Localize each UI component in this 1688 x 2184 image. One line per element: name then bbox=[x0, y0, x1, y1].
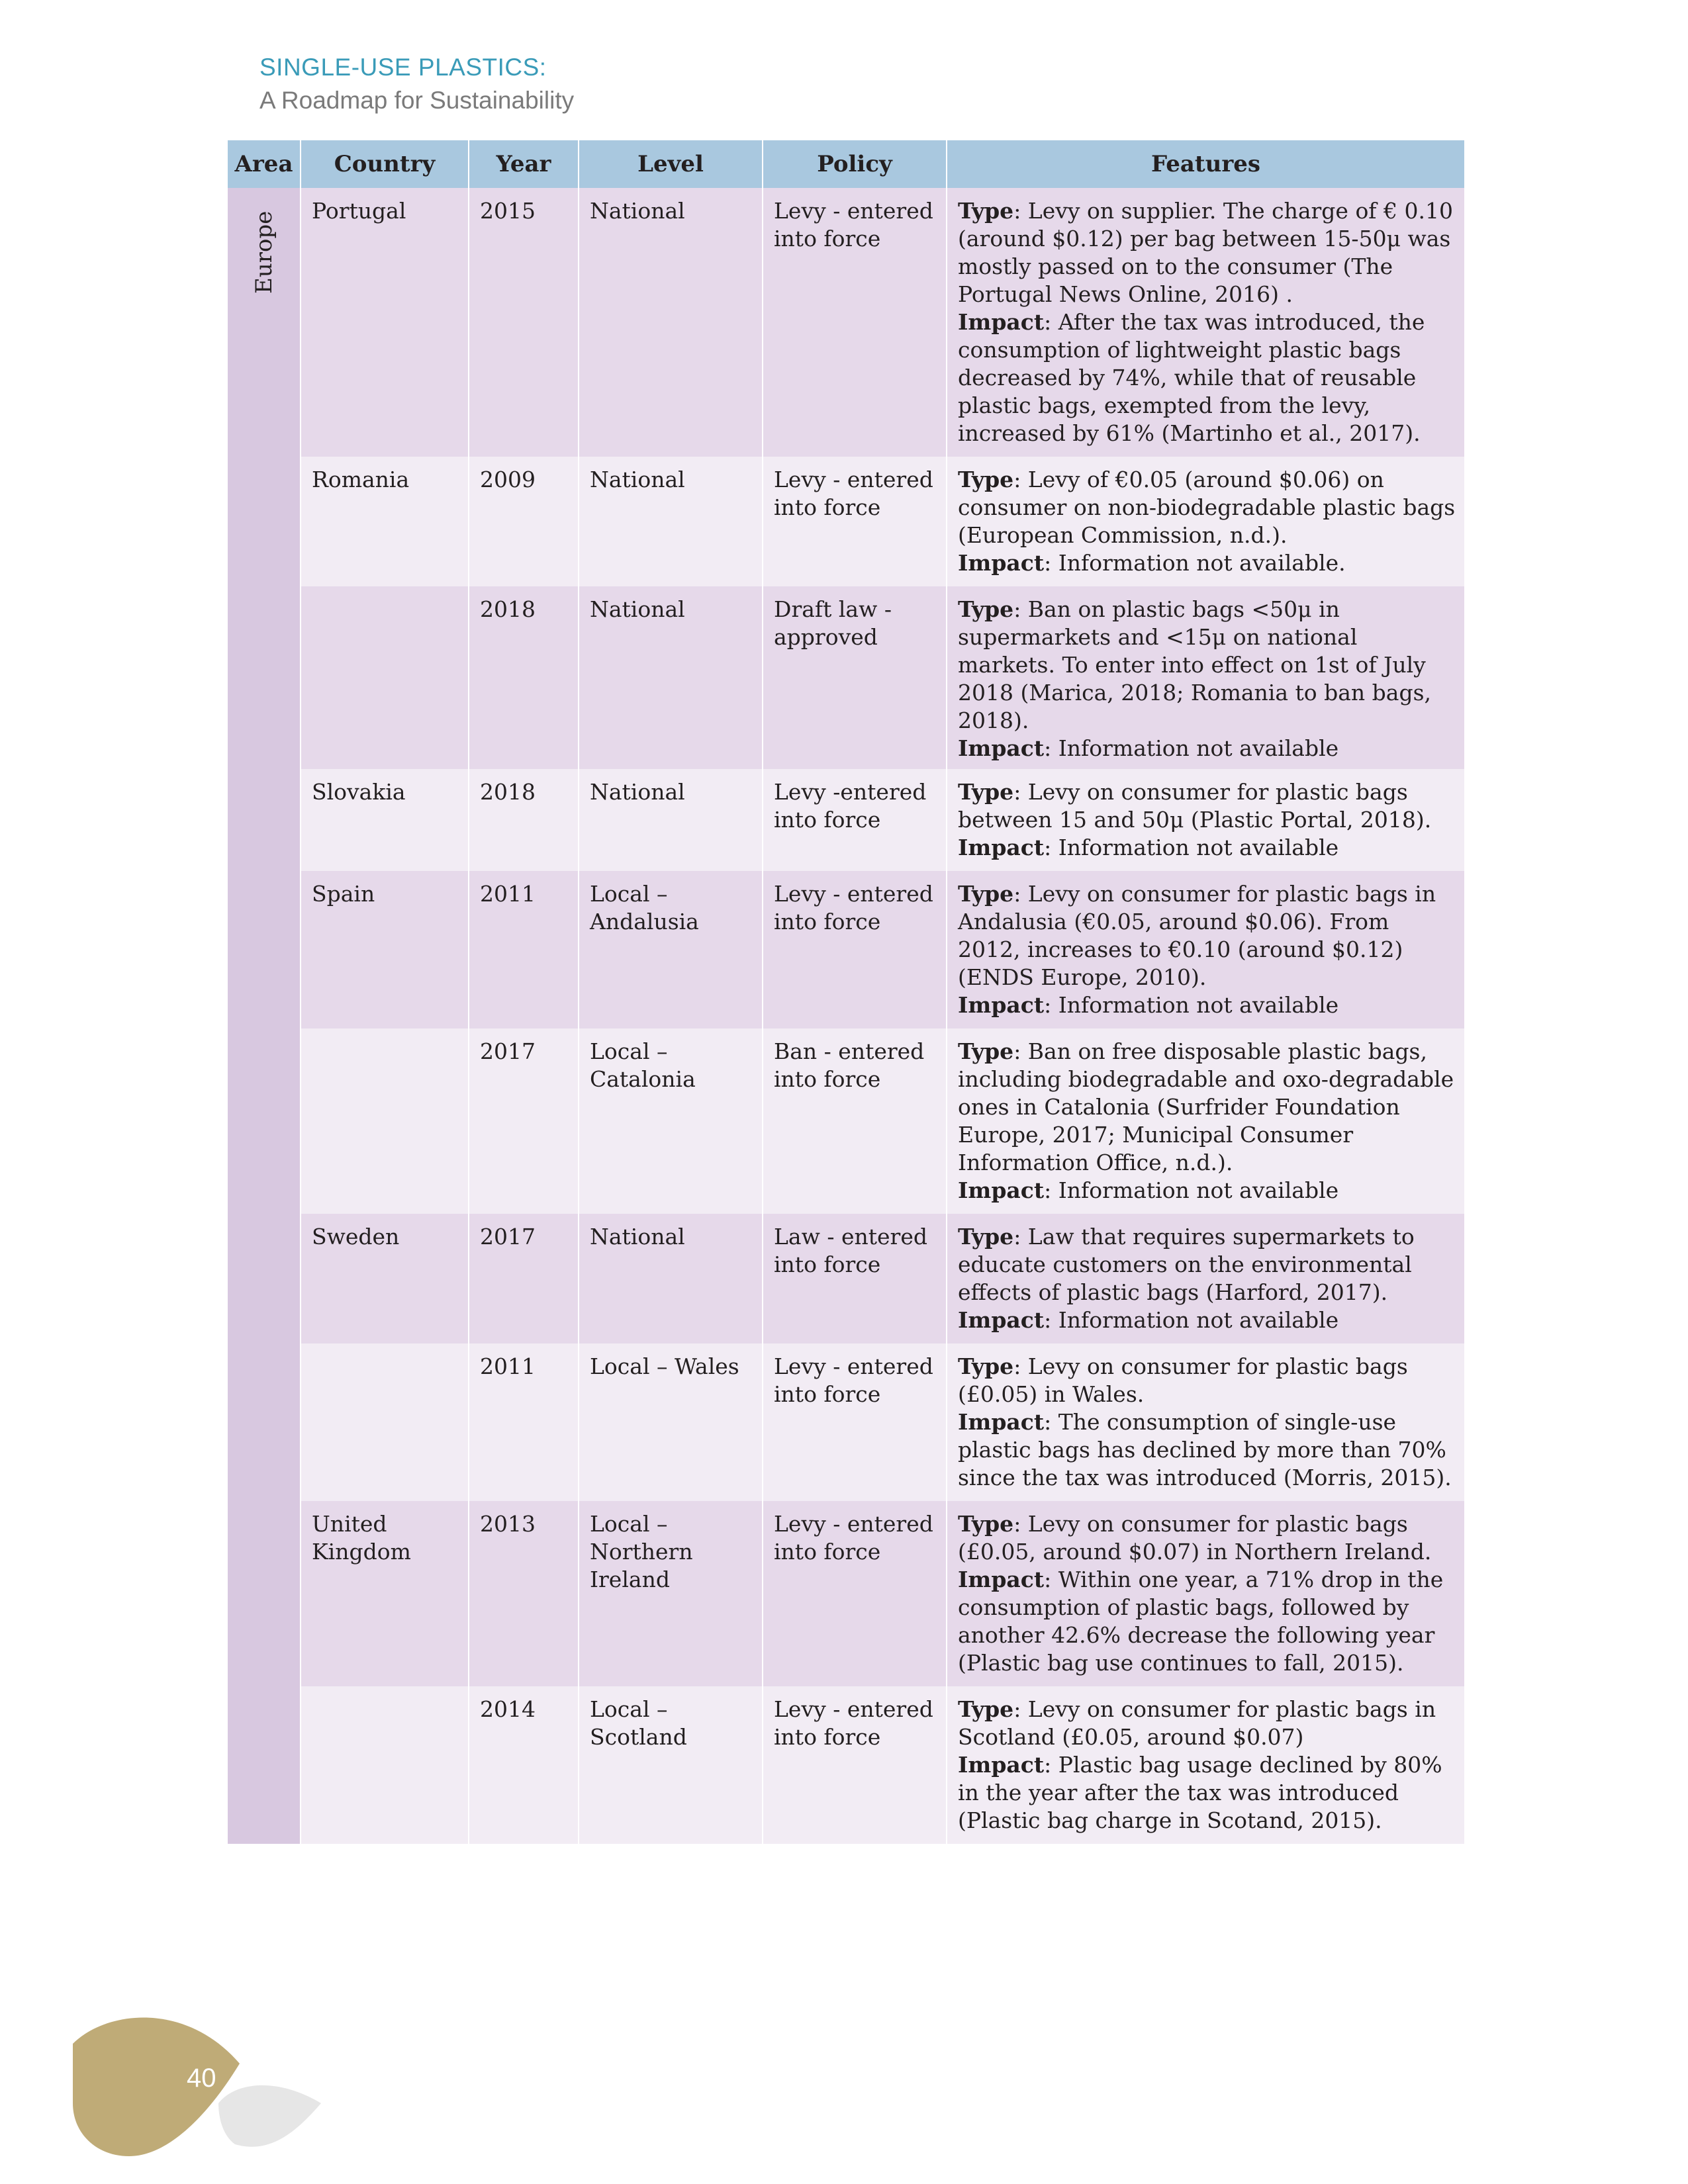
type-text: : Levy on consumer for plastic bags in Andalusia (€0.05, around $0.06). From 2012, increases to €0.10 (around $0.12) (ENDS Europe, 2010). bbox=[958, 881, 1436, 990]
impact-label: Impact bbox=[958, 992, 1045, 1018]
area-label: Europe bbox=[250, 210, 277, 294]
policy-table bbox=[228, 140, 1464, 1844]
grey-leaf-shape bbox=[218, 2085, 321, 2147]
type-label: Type bbox=[958, 467, 1014, 492]
type-label: Type bbox=[958, 881, 1014, 907]
country-cell: Romania bbox=[301, 457, 469, 586]
policy-cell: Levy - entered into force bbox=[763, 188, 947, 457]
impact-label: Impact bbox=[958, 735, 1045, 761]
impact-label: Impact bbox=[958, 1752, 1045, 1778]
type-text: : Levy on supplier. The charge of € 0.10 (around $0.12) per bag between 15-50μ was mostly passed on to the consumer (The Portugal News Online, 2016) . bbox=[958, 198, 1453, 307]
country-cell bbox=[301, 1028, 469, 1214]
policy-cell: Levy - entered into force bbox=[763, 1501, 947, 1686]
year-cell: 2017 bbox=[469, 1028, 579, 1214]
year-cell: 2018 bbox=[469, 586, 579, 769]
impact-text: : Information not available bbox=[1044, 735, 1339, 761]
type-text: : Law that requires supermarkets to educate customers on the environmental effects of plastic bags (Harford, 2017). bbox=[958, 1224, 1415, 1305]
policy-cell: Levy -entered into force bbox=[763, 769, 947, 871]
page-number: 40 bbox=[187, 2064, 216, 2093]
year-cell: 2015 bbox=[469, 188, 579, 457]
impact-label: Impact bbox=[958, 1567, 1045, 1592]
year-cell: 2011 bbox=[469, 871, 579, 1028]
country-cell: Sweden bbox=[301, 1214, 469, 1343]
type-text: : Ban on free disposable plastic bags, including biodegradable and oxo-degradable ones in Catalonia (Surfrider Foundation Europe, 2017; Municipal Consumer Information Office, n.d.). bbox=[958, 1038, 1454, 1175]
features-cell bbox=[947, 769, 1464, 871]
year-cell: 2009 bbox=[469, 457, 579, 586]
table-row bbox=[228, 1028, 1464, 1214]
table-row bbox=[228, 871, 1464, 1028]
impact-text: : The consumption of single-use plastic bags has declined by more than 70% since the tax was introduced (Morris, 2015). bbox=[958, 1409, 1452, 1490]
impact-text: : Information not available. bbox=[1044, 550, 1346, 576]
impact-label: Impact bbox=[958, 835, 1045, 860]
features-cell bbox=[947, 586, 1464, 769]
features-cell bbox=[947, 871, 1464, 1028]
policy-cell: Ban - entered into force bbox=[763, 1028, 947, 1214]
features-cell bbox=[947, 188, 1464, 457]
features-cell bbox=[947, 1501, 1464, 1686]
type-label: Type bbox=[958, 1224, 1014, 1250]
table-row bbox=[228, 586, 1464, 769]
country-cell: Spain bbox=[301, 871, 469, 1028]
level-cell: National bbox=[579, 188, 763, 457]
type-text: : Levy on consumer for plastic bags (£0.05) in Wales. bbox=[958, 1353, 1408, 1407]
type-label: Type bbox=[958, 779, 1014, 805]
features-cell bbox=[947, 1343, 1464, 1501]
document-subtitle: A Roadmap for Sustainability bbox=[259, 87, 575, 114]
type-label: Type bbox=[958, 1511, 1014, 1537]
col-header-country: Country bbox=[301, 140, 469, 188]
level-cell: Local – Andalusia bbox=[579, 871, 763, 1028]
table-row bbox=[228, 457, 1464, 586]
impact-text: : Information not available bbox=[1044, 835, 1339, 860]
impact-text: : After the tax was introduced, the consumption of lightweight plastic bags decreased by 74%, while that of reusable plastic bags, exempted from the levy, increased by 61% (Martinho et al., 2017). bbox=[958, 309, 1425, 446]
level-cell: National bbox=[579, 769, 763, 871]
impact-label: Impact bbox=[958, 1177, 1045, 1203]
impact-text: : Plastic bag usage declined by 80% in the year after the tax was introduced (Plastic bag charge in Scotand, 2015). bbox=[958, 1752, 1442, 1833]
col-header-policy: Policy bbox=[763, 140, 947, 188]
level-cell: National bbox=[579, 1214, 763, 1343]
year-cell: 2018 bbox=[469, 769, 579, 871]
year-cell: 2013 bbox=[469, 1501, 579, 1686]
country-cell bbox=[301, 1343, 469, 1501]
type-label: Type bbox=[958, 596, 1014, 622]
impact-label: Impact bbox=[958, 1307, 1045, 1333]
type-label: Type bbox=[958, 1353, 1014, 1379]
table-row bbox=[228, 188, 1464, 457]
policy-cell: Law - entered into force bbox=[763, 1214, 947, 1343]
policy-cell: Levy - entered into force bbox=[763, 457, 947, 586]
table-row bbox=[228, 1686, 1464, 1844]
table-row bbox=[228, 1214, 1464, 1343]
impact-text: : Information not available bbox=[1044, 1177, 1339, 1203]
type-text: : Levy of €0.05 (around $0.06) on consumer on non-biodegradable plastic bags (European Commission, n.d.). bbox=[958, 467, 1456, 548]
impact-label: Impact bbox=[958, 309, 1045, 335]
policy-cell: Levy - entered into force bbox=[763, 1343, 947, 1501]
features-cell bbox=[947, 1028, 1464, 1214]
type-text: : Levy on consumer for plastic bags between 15 and 50μ (Plastic Portal, 2018). bbox=[958, 779, 1432, 833]
policy-cell: Levy - entered into force bbox=[763, 871, 947, 1028]
impact-text: : Information not available bbox=[1044, 992, 1339, 1018]
year-cell: 2017 bbox=[469, 1214, 579, 1343]
country-cell bbox=[301, 1686, 469, 1844]
level-cell: Local – Scotland bbox=[579, 1686, 763, 1844]
table-row bbox=[228, 1501, 1464, 1686]
country-cell: Slovakia bbox=[301, 769, 469, 871]
country-cell: United Kingdom bbox=[301, 1501, 469, 1686]
page-header bbox=[259, 52, 574, 118]
col-header-features: Features bbox=[947, 140, 1464, 188]
features-cell bbox=[947, 1686, 1464, 1844]
impact-text: : Information not available bbox=[1044, 1307, 1339, 1333]
policy-cell: Levy - entered into force bbox=[763, 1686, 947, 1844]
table-row bbox=[228, 769, 1464, 871]
year-cell: 2014 bbox=[469, 1686, 579, 1844]
type-label: Type bbox=[958, 1696, 1014, 1722]
table-header-row bbox=[228, 140, 1464, 188]
col-header-level: Level bbox=[579, 140, 763, 188]
level-cell: Local – Northern Ireland bbox=[579, 1501, 763, 1686]
level-cell: National bbox=[579, 586, 763, 769]
impact-label: Impact bbox=[958, 550, 1045, 576]
year-cell: 2011 bbox=[469, 1343, 579, 1501]
table-row bbox=[228, 1343, 1464, 1501]
level-cell: National bbox=[579, 457, 763, 586]
type-text: : Ban on plastic bags <50μ in supermarkets and <15μ on national markets. To enter into effect on 1st of July 2018 (Marica, 2018; Romania to ban bags, 2018). bbox=[958, 596, 1432, 733]
country-cell bbox=[301, 586, 469, 769]
impact-text: : Within one year, a 71% drop in the consumption of plastic bags, followed by another 42.6% decrease the following year (Plastic bag use continues to fall, 2015). bbox=[958, 1567, 1444, 1676]
level-cell: Local – Catalonia bbox=[579, 1028, 763, 1214]
level-cell: Local – Wales bbox=[579, 1343, 763, 1501]
impact-label: Impact bbox=[958, 1409, 1045, 1435]
type-text: : Levy on consumer for plastic bags in Scotland (£0.05, around $0.07) bbox=[958, 1696, 1436, 1750]
features-cell bbox=[947, 1214, 1464, 1343]
area-cell bbox=[228, 188, 301, 1844]
type-text: : Levy on consumer for plastic bags (£0.05, around $0.07) in Northern Ireland. bbox=[958, 1511, 1432, 1565]
policy-cell: Draft law -approved bbox=[763, 586, 947, 769]
col-header-year: Year bbox=[469, 140, 579, 188]
country-cell: Portugal bbox=[301, 188, 469, 457]
document-title: SINGLE-USE PLASTICS: bbox=[259, 54, 547, 81]
type-label: Type bbox=[958, 1038, 1014, 1064]
type-label: Type bbox=[958, 198, 1014, 224]
col-header-area: Area bbox=[228, 140, 301, 188]
features-cell bbox=[947, 457, 1464, 586]
